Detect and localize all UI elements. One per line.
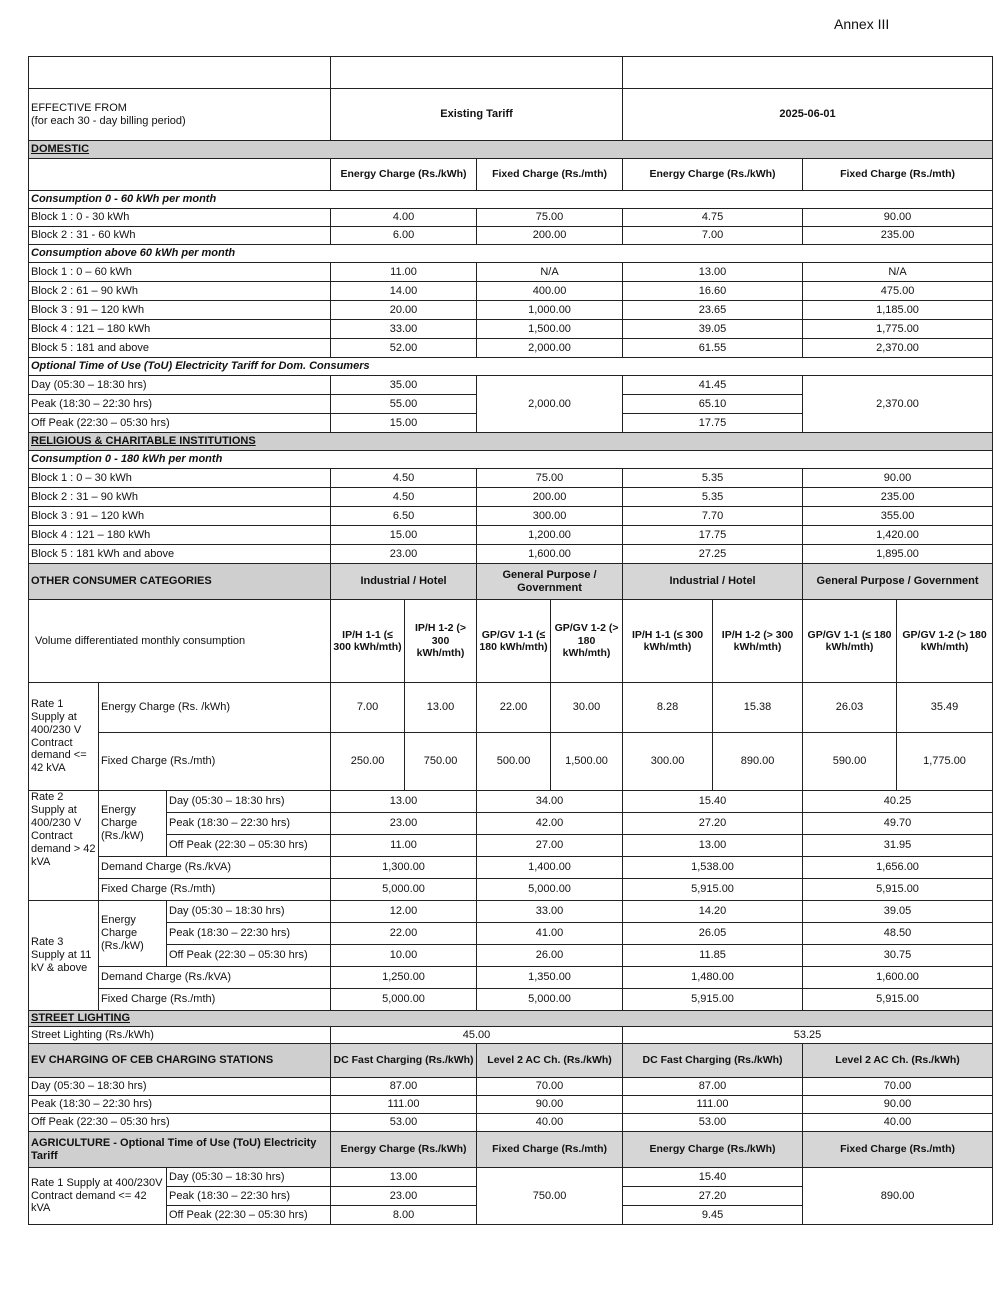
table-cell: 4.75 xyxy=(623,209,803,227)
table-row xyxy=(29,301,993,320)
table-cell: 23.65 xyxy=(623,301,803,320)
table-cell: 41.45 xyxy=(623,376,803,395)
effective-from-label: EFFECTIVE FROM xyxy=(31,101,127,114)
agri-header-row xyxy=(29,1132,993,1168)
table-cell: Block 3 : 91 – 120 kWh xyxy=(29,301,331,320)
tou-fixed-new: 2,370.00 xyxy=(803,376,993,433)
table-cell: 11.85 xyxy=(623,945,803,967)
table-cell: 1,350.00 xyxy=(477,967,623,989)
table-cell: Off Peak (22:30 – 05:30 hrs) xyxy=(29,1114,331,1132)
religious-section-title: RELIGIOUS & CHARITABLE INSTITUTIONS xyxy=(29,433,993,451)
table-cell: Block 1 : 0 - 30 kWh xyxy=(29,209,331,227)
table-cell: IP/H 1-2 (> 300 kWh/mth) xyxy=(405,600,477,683)
table-cell: Block 3 : 91 – 120 kWh xyxy=(29,507,331,526)
table-cell: General Purpose / Government xyxy=(477,564,623,600)
table-row xyxy=(29,191,993,209)
table-row xyxy=(29,263,993,282)
table-cell: 26.05 xyxy=(623,923,803,945)
rate1-block: Rate 1 Supply at 400/230 V Contract demand <= 42 kVA xyxy=(29,683,99,791)
table-cell: Day (05:30 – 18:30 hrs) xyxy=(167,791,331,813)
table-cell: 6.00 xyxy=(331,227,477,245)
table-cell: 33.00 xyxy=(331,320,477,339)
table-cell: 890.00 xyxy=(713,733,803,791)
table-cell: Demand Charge (Rs./kVA) xyxy=(99,967,331,989)
table-cell: 23.00 xyxy=(331,1187,477,1206)
col-energy-existing: Energy Charge (Rs./kWh) xyxy=(331,159,477,191)
table-cell: Peak (18:30 – 22:30 hrs) xyxy=(29,395,331,414)
table-cell: 75.00 xyxy=(477,469,623,488)
table-cell: Off Peak (22:30 – 05:30 hrs) xyxy=(167,835,331,857)
table-row xyxy=(29,433,993,451)
table-cell: Block 1 : 0 – 30 kWh xyxy=(29,469,331,488)
table-row xyxy=(29,1168,993,1187)
table-cell: 111.00 xyxy=(331,1096,477,1114)
table-cell: 70.00 xyxy=(477,1078,623,1096)
rate1-energy-row xyxy=(29,683,993,733)
table-cell: Block 4 : 121 – 180 kWh xyxy=(29,320,331,339)
table-cell: GP/GV 1-1 (≤ 180 kWh/mth) xyxy=(477,600,551,683)
table-cell: 45.00 xyxy=(331,1027,623,1044)
table-cell: 53.00 xyxy=(623,1114,803,1132)
table-cell: 5,000.00 xyxy=(331,879,477,901)
table-cell: 8.00 xyxy=(331,1206,477,1225)
table-row xyxy=(29,339,993,358)
table-cell: General Purpose / Government xyxy=(803,564,993,600)
table-cell: Fixed Charge (Rs./mth) xyxy=(99,879,331,901)
table-cell: 8.28 xyxy=(623,683,713,733)
table-cell: 40.25 xyxy=(803,791,993,813)
table-cell: 53.00 xyxy=(331,1114,477,1132)
table-cell: 40.00 xyxy=(803,1114,993,1132)
table-cell: 65.10 xyxy=(623,395,803,414)
table-cell: 15.00 xyxy=(331,414,477,433)
table-row xyxy=(29,451,993,469)
agri-section-title: AGRICULTURE - Optional Time of Use (ToU) Electricity Tariff xyxy=(29,1132,331,1168)
table-cell: GP/GV 1-2 (> 180 kWh/mth) xyxy=(551,600,623,683)
table-cell: 475.00 xyxy=(803,282,993,301)
table-row xyxy=(29,945,993,967)
table-cell: 23.00 xyxy=(331,545,477,564)
table-cell: 90.00 xyxy=(803,209,993,227)
domestic-group2-title: Consumption above 60 kWh per month xyxy=(29,245,993,263)
table-cell: 1,500.00 xyxy=(477,320,623,339)
table-cell: 11.00 xyxy=(331,263,477,282)
existing-tariff-header: Existing Tariff xyxy=(331,89,623,141)
table-cell: IP/H 1-1 (≤ 300 kWh/mth) xyxy=(623,600,713,683)
table-cell: 23.00 xyxy=(331,813,477,835)
table-cell: 90.00 xyxy=(803,469,993,488)
agri-rate-desc: Rate 1 Supply at 400/230V Contract demand <= 42 kVA xyxy=(29,1168,167,1225)
table-cell: 14.00 xyxy=(331,282,477,301)
col-fixed-existing: Fixed Charge (Rs./mth) xyxy=(477,159,623,191)
table-cell: 17.75 xyxy=(623,414,803,433)
table-cell: 1,895.00 xyxy=(803,545,993,564)
table-cell: 13.00 xyxy=(623,835,803,857)
table-cell: Peak (18:30 – 22:30 hrs) xyxy=(167,1187,331,1206)
table-cell: 2,370.00 xyxy=(803,339,993,358)
table-cell: 26.03 xyxy=(803,683,897,733)
table-cell: Block 4 : 121 – 180 kWh xyxy=(29,526,331,545)
table-cell: 1,775.00 xyxy=(803,320,993,339)
table-cell: Block 5 : 181 and above xyxy=(29,339,331,358)
table-cell: Street Lighting (Rs./kWh) xyxy=(29,1027,331,1044)
table-cell: 1,400.00 xyxy=(477,857,623,879)
volume-row xyxy=(29,600,993,683)
table-row xyxy=(29,1078,993,1096)
table-cell: 5,915.00 xyxy=(623,989,803,1011)
table-row xyxy=(29,879,993,901)
table-cell: 14.20 xyxy=(623,901,803,923)
table-cell: 27.25 xyxy=(623,545,803,564)
table-cell: 1,300.00 xyxy=(331,857,477,879)
table-cell: 4.50 xyxy=(331,488,477,507)
table-cell: Block 2 : 31 – 90 kWh xyxy=(29,488,331,507)
table-cell: 61.55 xyxy=(623,339,803,358)
table-cell: 1,250.00 xyxy=(331,967,477,989)
header-spacer-row xyxy=(29,57,993,89)
table-row xyxy=(29,835,993,857)
other-categories-header xyxy=(29,564,993,600)
table-row xyxy=(29,227,993,245)
table-cell: 355.00 xyxy=(803,507,993,526)
header-row xyxy=(29,89,993,141)
rate3-block: Rate 3 Supply at 11 kV & above xyxy=(29,901,99,1011)
table-cell: 87.00 xyxy=(623,1078,803,1096)
table-cell: Off Peak (22:30 – 05:30 hrs) xyxy=(167,1206,331,1225)
table-cell: 300.00 xyxy=(623,733,713,791)
table-cell: 55.00 xyxy=(331,395,477,414)
table-cell: 6.50 xyxy=(331,507,477,526)
table-row xyxy=(29,901,993,923)
table-cell: 5,000.00 xyxy=(477,879,623,901)
table-cell: Peak (18:30 – 22:30 hrs) xyxy=(29,1096,331,1114)
table-row xyxy=(29,813,993,835)
table-row xyxy=(29,989,993,1011)
table-cell: 7.00 xyxy=(331,683,405,733)
table-cell: 7.70 xyxy=(623,507,803,526)
table-row xyxy=(29,141,993,159)
table-cell: Fixed Charge (Rs./mth) xyxy=(477,1132,623,1168)
table-cell: 10.00 xyxy=(331,945,477,967)
table-cell: 5,915.00 xyxy=(803,879,993,901)
other-section-title: OTHER CONSUMER CATEGORIES xyxy=(29,564,331,600)
table-row xyxy=(29,358,993,376)
domestic-column-headers xyxy=(29,159,993,191)
table-cell: 26.00 xyxy=(477,945,623,967)
table-cell: N/A xyxy=(803,263,993,282)
table-cell: 1,600.00 xyxy=(477,545,623,564)
table-cell: Energy Charge (Rs./kWh) xyxy=(331,1132,477,1168)
ev-section-title: EV CHARGING OF CEB CHARGING STATIONS xyxy=(29,1044,331,1078)
table-cell: 1,538.00 xyxy=(623,857,803,879)
table-cell: 1,480.00 xyxy=(623,967,803,989)
table-cell: 111.00 xyxy=(623,1096,803,1114)
table-row xyxy=(29,857,993,879)
table-cell: 40.00 xyxy=(477,1114,623,1132)
table-cell: 1,775.00 xyxy=(897,733,993,791)
table-cell: 9.45 xyxy=(623,1206,803,1225)
table-row xyxy=(29,791,993,813)
table-cell: 500.00 xyxy=(477,733,551,791)
table-cell: 15.40 xyxy=(623,791,803,813)
table-cell: Energy Charge (Rs./kW) xyxy=(99,901,167,967)
billing-period-note: (for each 30 - day billing period) xyxy=(31,114,186,127)
table-cell: 31.95 xyxy=(803,835,993,857)
domestic-section-title: DOMESTIC xyxy=(29,141,993,159)
table-cell: 300.00 xyxy=(477,507,623,526)
table-cell: Block 1 : 0 – 60 kWh xyxy=(29,263,331,282)
table-cell: IP/H 1-1 (≤ 300 kWh/mth) xyxy=(331,600,405,683)
table-row xyxy=(29,923,993,945)
table-cell: 90.00 xyxy=(477,1096,623,1114)
table-cell: 35.00 xyxy=(331,376,477,395)
table-cell: 41.00 xyxy=(477,923,623,945)
table-cell: 13.00 xyxy=(331,791,477,813)
table-row xyxy=(29,469,993,488)
table-row xyxy=(29,1114,993,1132)
table-row xyxy=(29,376,993,395)
table-cell: Level 2 AC Ch. (Rs./kWh) xyxy=(477,1044,623,1078)
table-cell: 1,500.00 xyxy=(551,733,623,791)
table-cell: 250.00 xyxy=(331,733,405,791)
table-cell: Peak (18:30 – 22:30 hrs) xyxy=(167,813,331,835)
table-cell: 39.05 xyxy=(803,901,993,923)
table-cell: 15.38 xyxy=(713,683,803,733)
agri-fixed-new: 890.00 xyxy=(803,1168,993,1225)
table-cell: 235.00 xyxy=(803,488,993,507)
table-cell: GP/GV 1-1 (≤ 180 kWh/mth) xyxy=(803,600,897,683)
table-cell: DC Fast Charging (Rs./kWh) xyxy=(623,1044,803,1078)
table-cell: Industrial / Hotel xyxy=(331,564,477,600)
table-cell: 5,915.00 xyxy=(623,879,803,901)
table-cell: 13.00 xyxy=(623,263,803,282)
table-cell: 1,185.00 xyxy=(803,301,993,320)
table-cell: Level 2 AC Ch. (Rs./kWh) xyxy=(803,1044,993,1078)
table-row xyxy=(29,282,993,301)
tariff-table xyxy=(28,56,993,1225)
col-energy-new: Energy Charge (Rs./kWh) xyxy=(623,159,803,191)
table-row xyxy=(29,245,993,263)
table-cell: 15.00 xyxy=(331,526,477,545)
table-row xyxy=(29,967,993,989)
table-cell: 27.20 xyxy=(623,813,803,835)
table-cell: Energy Charge (Rs./kWh) xyxy=(623,1132,803,1168)
table-cell: 1,000.00 xyxy=(477,301,623,320)
table-row xyxy=(29,1011,993,1027)
annex-label: Annex III xyxy=(834,16,890,32)
religious-group-title: Consumption 0 - 180 kWh per month xyxy=(29,451,993,469)
tou-fixed-existing: 2,000.00 xyxy=(477,376,623,433)
table-cell: GP/GV 1-2 (> 180 kWh/mth) xyxy=(897,600,993,683)
table-cell: Block 2 : 61 – 90 kWh xyxy=(29,282,331,301)
table-cell: 33.00 xyxy=(477,901,623,923)
table-row xyxy=(29,545,993,564)
domestic-group1-title: Consumption 0 - 60 kWh per month xyxy=(29,191,993,209)
table-cell: Block 2 : 31 - 60 kWh xyxy=(29,227,331,245)
table-cell: Day (05:30 – 18:30 hrs) xyxy=(29,376,331,395)
col-fixed-new: Fixed Charge (Rs./mth) xyxy=(803,159,993,191)
table-row xyxy=(29,507,993,526)
table-cell: 27.00 xyxy=(477,835,623,857)
table-cell: 1,600.00 xyxy=(803,967,993,989)
table-cell: 70.00 xyxy=(803,1078,993,1096)
table-cell: IP/H 1-2 (> 300 kWh/mth) xyxy=(713,600,803,683)
table-cell: 2,000.00 xyxy=(477,339,623,358)
table-cell: 52.00 xyxy=(331,339,477,358)
table-cell: Day (05:30 – 18:30 hrs) xyxy=(29,1078,331,1096)
table-cell: 49.70 xyxy=(803,813,993,835)
table-cell: 17.75 xyxy=(623,526,803,545)
table-cell: 48.50 xyxy=(803,923,993,945)
table-cell: Peak (18:30 – 22:30 hrs) xyxy=(167,923,331,945)
table-cell: Day (05:30 – 18:30 hrs) xyxy=(167,1168,331,1187)
table-cell: 12.00 xyxy=(331,901,477,923)
table-cell: 5,000.00 xyxy=(477,989,623,1011)
table-cell: 235.00 xyxy=(803,227,993,245)
table-cell: 15.40 xyxy=(623,1168,803,1187)
table-cell: 7.00 xyxy=(623,227,803,245)
table-cell: Energy Charge (Rs./kW) xyxy=(99,791,167,857)
table-cell: 42.00 xyxy=(477,813,623,835)
table-cell: N/A xyxy=(477,263,623,282)
table-cell: 53.25 xyxy=(623,1027,993,1044)
table-cell: 90.00 xyxy=(803,1096,993,1114)
table-cell: 13.00 xyxy=(331,1168,477,1187)
table-cell: 5.35 xyxy=(623,469,803,488)
table-cell: 1,200.00 xyxy=(477,526,623,545)
table-cell: 30.75 xyxy=(803,945,993,967)
table-cell: 200.00 xyxy=(477,227,623,245)
table-cell: 4.50 xyxy=(331,469,477,488)
table-cell: 400.00 xyxy=(477,282,623,301)
table-cell: Fixed Charge (Rs./mth) xyxy=(99,733,331,791)
table-row xyxy=(29,488,993,507)
table-cell: Fixed Charge (Rs./mth) xyxy=(99,989,331,1011)
table-cell: 5,915.00 xyxy=(803,989,993,1011)
domestic-tou-title: Optional Time of Use (ToU) Electricity Tariff for Dom. Consumers xyxy=(29,358,993,376)
table-cell: 35.49 xyxy=(897,683,993,733)
table-cell: Block 5 : 181 kWh and above xyxy=(29,545,331,564)
table-row xyxy=(29,1096,993,1114)
street-section-title: STREET LIGHTING xyxy=(29,1011,993,1027)
table-cell: 5.35 xyxy=(623,488,803,507)
table-cell: Day (05:30 – 18:30 hrs) xyxy=(167,901,331,923)
ev-header-row xyxy=(29,1044,993,1078)
table-cell: 22.00 xyxy=(477,683,551,733)
rate1-fixed-row xyxy=(29,733,993,791)
table-cell: 87.00 xyxy=(331,1078,477,1096)
table-cell: 13.00 xyxy=(405,683,477,733)
table-cell: 27.20 xyxy=(623,1187,803,1206)
table-cell: Off Peak (22:30 – 05:30 hrs) xyxy=(167,945,331,967)
volume-label: Volume differentiated monthly consumption xyxy=(29,600,331,683)
table-cell: 39.05 xyxy=(623,320,803,339)
table-cell: Energy Charge (Rs. /kWh) xyxy=(99,683,331,733)
table-cell: 590.00 xyxy=(803,733,897,791)
table-cell: 200.00 xyxy=(477,488,623,507)
table-cell: 1,420.00 xyxy=(803,526,993,545)
table-cell: 34.00 xyxy=(477,791,623,813)
table-cell: 20.00 xyxy=(331,301,477,320)
table-cell: Industrial / Hotel xyxy=(623,564,803,600)
table-cell: 11.00 xyxy=(331,835,477,857)
table-cell: 16.60 xyxy=(623,282,803,301)
table-cell: Fixed Charge (Rs./mth) xyxy=(803,1132,993,1168)
rate2-block: Rate 2 Supply at 400/230 V Contract demand > 42 kVA xyxy=(29,791,99,901)
table-cell: 1,656.00 xyxy=(803,857,993,879)
new-tariff-date: 2025-06-01 xyxy=(623,89,993,141)
table-cell: DC Fast Charging (Rs./kWh) xyxy=(331,1044,477,1078)
table-row xyxy=(29,526,993,545)
table-cell: 5,000.00 xyxy=(331,989,477,1011)
agri-fixed-existing: 750.00 xyxy=(477,1168,623,1225)
table-row xyxy=(29,1027,993,1044)
table-row xyxy=(29,320,993,339)
table-cell: 750.00 xyxy=(405,733,477,791)
table-cell: 22.00 xyxy=(331,923,477,945)
table-cell: Off Peak (22:30 – 05:30 hrs) xyxy=(29,414,331,433)
table-cell: 75.00 xyxy=(477,209,623,227)
table-cell: Demand Charge (Rs./kVA) xyxy=(99,857,331,879)
table-cell: 4.00 xyxy=(331,209,477,227)
table-row xyxy=(29,209,993,227)
table-cell: 30.00 xyxy=(551,683,623,733)
